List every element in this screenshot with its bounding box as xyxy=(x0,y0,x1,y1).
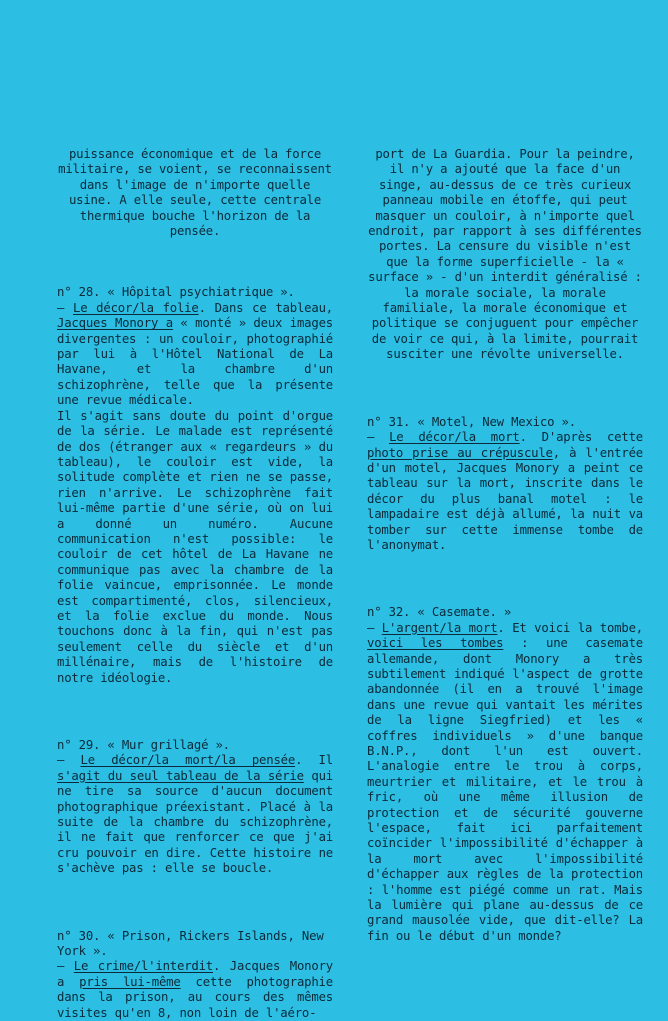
entry-29-lead-underlined: s'agit du seul tableau de la série xyxy=(57,768,304,783)
entry-28 xyxy=(57,285,333,686)
entry-29-dash: – xyxy=(57,753,81,768)
entry-30-dash: – xyxy=(57,959,74,974)
entry-28-heading: n° 28. « Hôpital psychiatrique ». xyxy=(57,285,295,300)
entry-29-lead-rest: qui ne tire sa source d'aucun document photographique préexistant. Placé à la suite de la chambre du schizophrène, il ne fait que renforcer ce que j'ai cru pouvoir en dire. Cette histoire ne s'achève pas : elle se boucle. xyxy=(57,768,333,876)
entry-29 xyxy=(57,738,333,877)
entry-32-lead xyxy=(367,621,643,945)
entry-30-lead-underlined: pris lui-même xyxy=(79,974,181,989)
entry-28-lead-underlined: Jacques Monory a xyxy=(57,316,173,331)
entry-29-heading: n° 29. « Mur grillagé ». xyxy=(57,738,230,752)
entry-28-body: Il s'agit sans doute du point d'orgue de la série. Le malade est représenté de dos (étranger aux « regardeurs » du tableau), le couloir est vide, la solitude complète et rien ne se passe, rien n'arrive. Le schizophrène fait lui-même partie d'une série, où on lui a donné un numéro. Aucune communication n'est possible: le couloir de cet hôtel de La Havane ne communique pas avec la chambre de la folie vaincue, emprisonnée. Le monde est compartimenté, clos, silencieux, et la folie exclue du monde. Nous touchons donc à la fin, qui n'est pas seulement celle du siècle et d'un millénaire, mais de l'histoire de notre idéologie. xyxy=(57,408,333,685)
entry-30-subtitle: Le crime/l'interdit xyxy=(73,959,214,974)
entry-30-heading: n° 30. « Prison, Rickers Islands, New York ». xyxy=(57,928,324,959)
entry-32-dash: – xyxy=(367,620,382,635)
entry-29-lead-text: . Il xyxy=(295,753,333,768)
entry-28-dash: – xyxy=(57,300,73,315)
entry-30-lead-rest: cette photographie dans la prison, au cours des mêmes visites qu'en 8, non loin de l'aéro- xyxy=(57,974,333,1020)
entry-29-lead xyxy=(57,753,333,876)
entry-28-lead-rest: « monté » deux images divergentes : un couloir, photographié par lui à l'Hôtel National de La Havane, et la chambre d'un schizophrène, telle que la présente une revue médicale. xyxy=(57,316,333,408)
right-column xyxy=(367,147,643,944)
entry-28-subtitle: Le décor/la folie xyxy=(72,300,199,315)
intro-paragraph: puissance économique et de la force militaire, se voient, se reconnaissent dans l'image de n'importe quelle usine. A elle seule, cette centrale thermique bouche l'horizon de la pensée. xyxy=(58,147,332,239)
entry-32 xyxy=(367,605,643,944)
entry-32-subtitle: L'argent/la mort xyxy=(381,620,498,635)
entry-29-subtitle: Le décor/la mort/la pensée xyxy=(80,753,296,768)
entry-30 xyxy=(57,929,333,1021)
entry-28-lead-text: . Dans ce tableau, xyxy=(198,300,333,315)
entry-30-lead xyxy=(57,959,333,1021)
entry-28-lead xyxy=(57,301,333,409)
entry-32-lead-text: . Et voici la tombe, xyxy=(497,620,643,635)
entry-31-lead-rest: , à l'entrée d'un motel, Jacques Monory a peint ce tableau sur la mort, inscrite dans le décor du plus banal motel : le lampadaire est déjà allumé, la nuit va tomber sur cette immense tombe de l'anonymat. xyxy=(367,445,643,552)
entry-31-lead xyxy=(367,430,643,553)
entry-32-lead-rest: : une casemate allemande, dont Monory a très subtilement indiqué l'aspect de grotte abandonnée (il en a trouvé l'image dans une revue qui vantait les mérites de la ligne Siegfried) et les « coffres individuels » d'une banque B.N.P., dont l'un est ouvert. L'analogie entre le trou à corps, meurtrier et militaire, et le trou à fric, où une même illusion de protection et de sécurité gouverne l'espace, fait ici parfaitement coïncider l'impossibilité d'échapper à la mort avec l'impossibilité d'échapper aux règles de la protection : l'homme est piégé comme un rat. Mais la lumière qui plane au-dessus de ce grand mausolée vide, que dit-elle? La fin ou le début d'un monde? xyxy=(367,636,643,943)
entry-31-dash: – xyxy=(367,430,390,445)
left-column xyxy=(57,147,333,1021)
entry-31 xyxy=(367,415,643,554)
entry-31-lead-underlined: photo prise au crépuscule xyxy=(367,445,553,460)
entry-30-lead-text: . Jacques Monory a xyxy=(57,959,333,989)
entry-31-subtitle: Le décor/la mort xyxy=(389,430,520,445)
continuation-paragraph: port de La Guardia. Pour la peindre, il n'y a ajouté que la face d'un singe, au-dessus de ce très curieux panneau mobile en étoffe, qui peut masquer un couloir, à n'importe quel endroit, par rapport à ses différentes portes. La censure du visible n'est que la forme superficielle - la « surface » - d'un interdit généralisé : la morale sociale, la morale familiale, la morale économique et politique se conjuguent pour empêcher de voir ce qui, à la limite, pourrait susciter une révolte universelle. xyxy=(368,147,642,362)
entry-32-lead-underlined: voici les tombes xyxy=(367,636,504,651)
entry-31-lead-text: . D'après cette xyxy=(519,430,643,445)
entry-31-heading: n° 31. « Motel, New Mexico ». xyxy=(367,414,576,429)
entry-32-heading: n° 32. « Casemate. » xyxy=(367,605,512,620)
